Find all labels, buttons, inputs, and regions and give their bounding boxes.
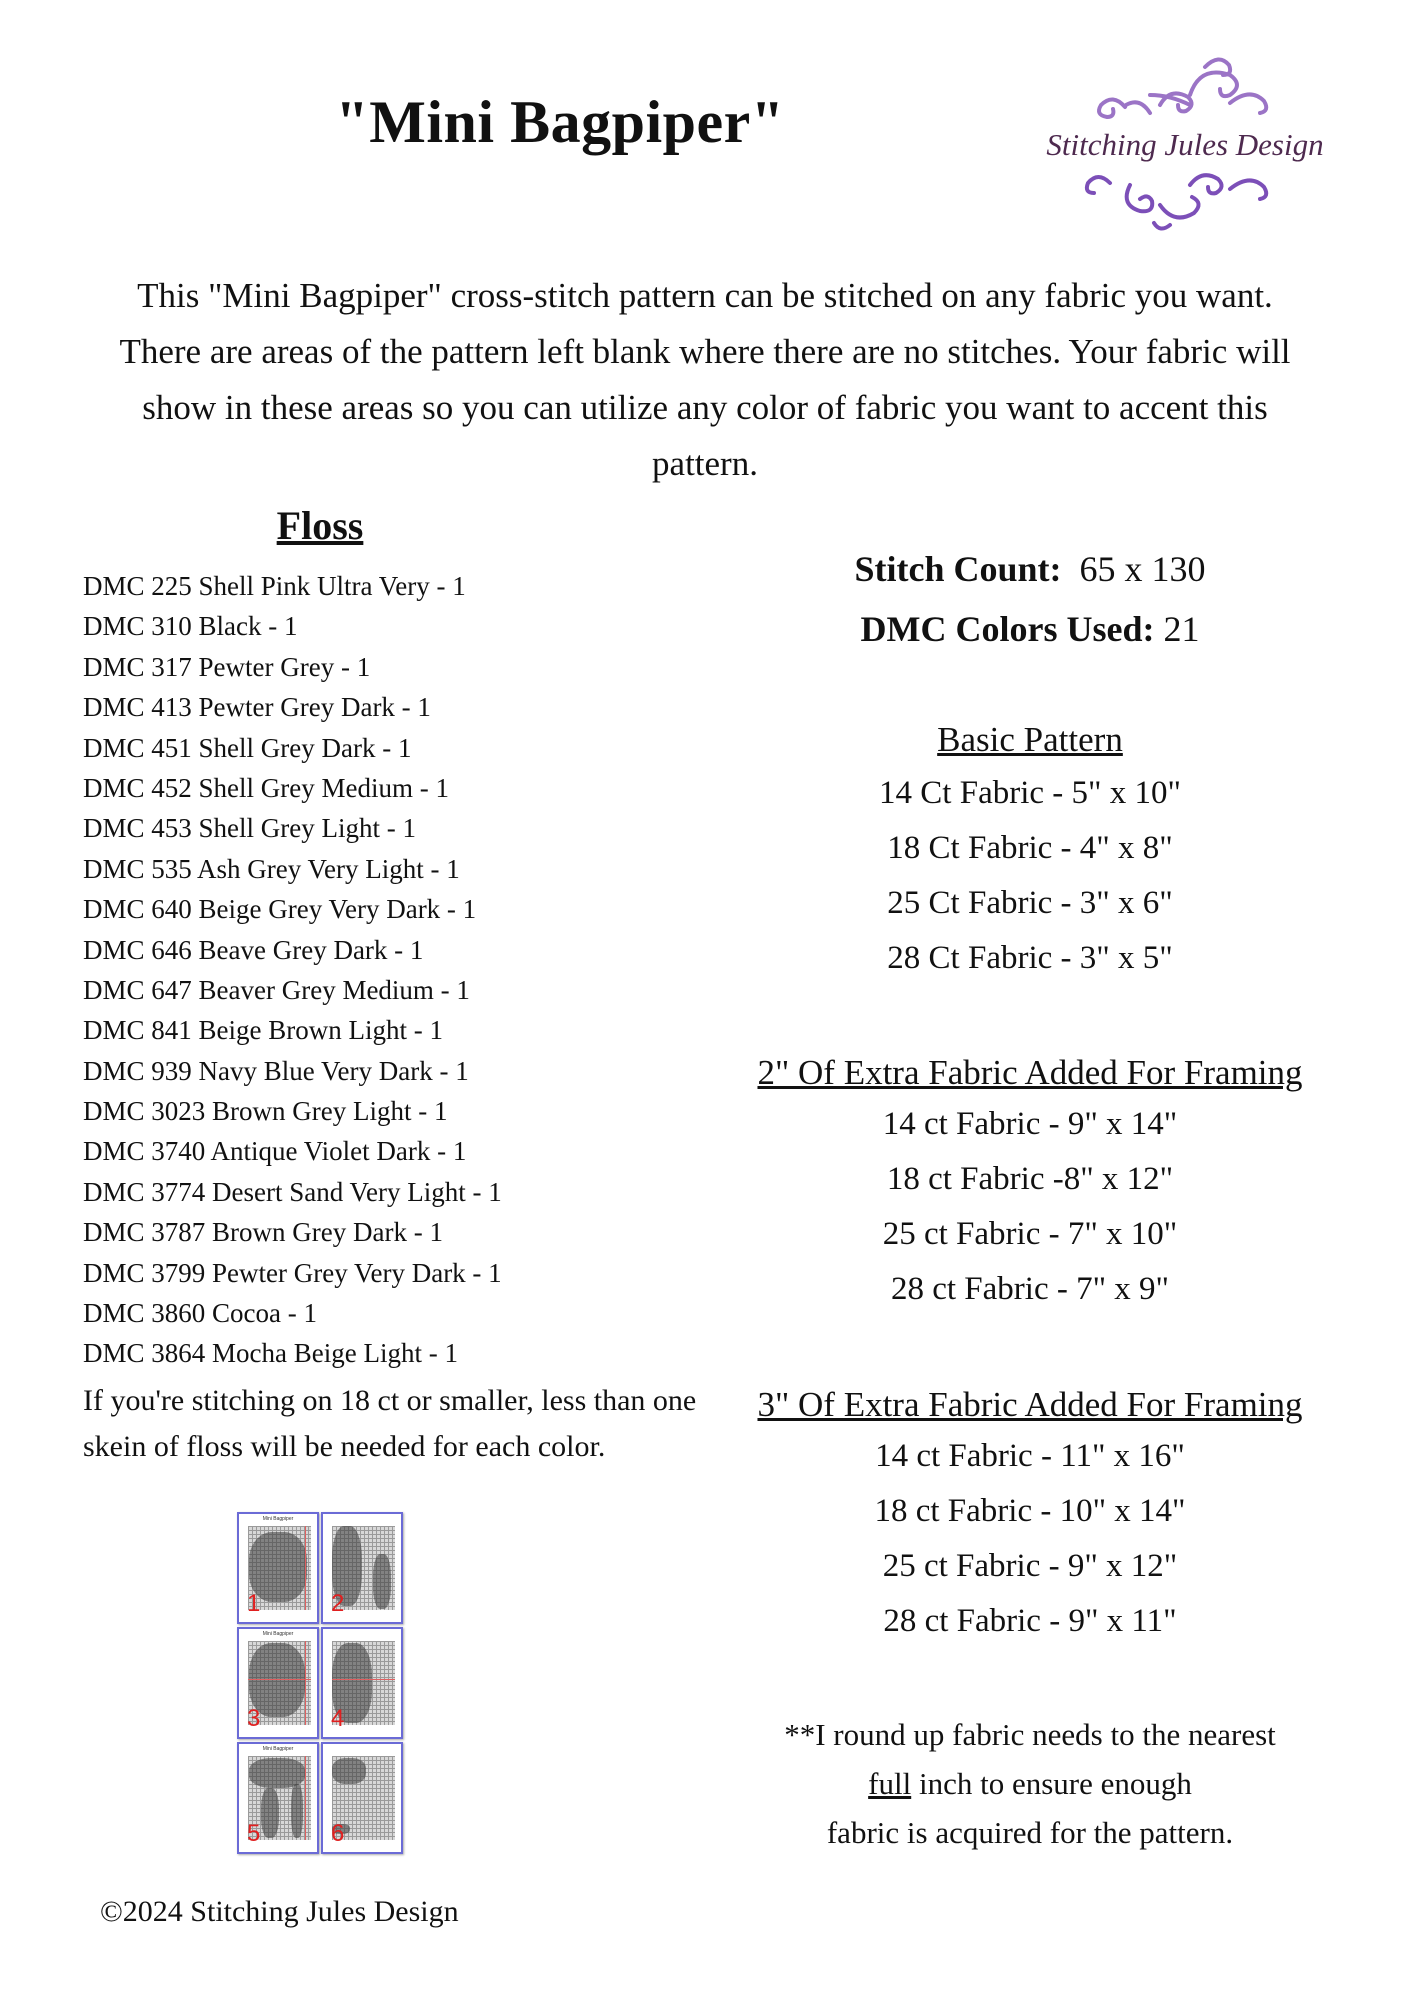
stitch-area (332, 1758, 366, 1784)
pattern-page-thumbnail (237, 1627, 319, 1739)
fabric-size-line: 18 Ct Fabric - 4" x 8" (887, 830, 1173, 866)
basic-pattern-section (700, 720, 1360, 986)
center-line-horizontal (248, 1679, 311, 1680)
pattern-page-thumbnail (237, 1742, 319, 1854)
page-number: 4 (331, 1705, 345, 1732)
fabric-size-line: 14 ct Fabric - 11" x 16" (875, 1438, 1185, 1474)
page-number: 3 (247, 1705, 261, 1732)
thumbnail-title: Mini Bagpiper (262, 1746, 294, 1752)
stitch-area (261, 1788, 279, 1838)
fabric-size-line: 25 ct Fabric - 7" x 10" (882, 1216, 1178, 1252)
extra-3in-section (700, 1385, 1360, 1649)
pattern-page-thumbnail (321, 1742, 403, 1854)
floss-item: DMC 3774 Desert Sand Very Light - 1 (83, 1176, 502, 1207)
floss-item: DMC 3864 Mocha Beige Light - 1 (83, 1338, 458, 1369)
pattern-page-thumbnail (321, 1627, 403, 1739)
center-line-vertical (305, 1641, 306, 1725)
basic-pattern-lines (700, 766, 1360, 986)
stitch-count-label: Stitch Count: (854, 549, 1062, 589)
extra-3in-lines (700, 1429, 1360, 1649)
pattern-page-thumbnail (321, 1512, 403, 1624)
fabric-size-line: 18 ct Fabric -8" x 12" (886, 1161, 1174, 1197)
thumbnail-title: Mini Bagpiper (262, 1516, 294, 1522)
pattern-page-thumbnails (237, 1512, 407, 1857)
floss-heading: Floss (276, 503, 364, 548)
fabric-size-line: 25 Ct Fabric - 3" x 6" (887, 885, 1173, 921)
colors-used-label: DMC Colors Used: (860, 609, 1155, 649)
basic-pattern-heading: Basic Pattern (937, 720, 1123, 759)
colors-used-value: 21 (1163, 609, 1200, 649)
flourish-top-icon (1030, 55, 1340, 125)
extra-2in-section (700, 1053, 1360, 1317)
page-number: 2 (331, 1590, 345, 1617)
floss-note: If you're stitching on 18 ct or smaller, less than one skein of floss will be needed for each color. (83, 1384, 697, 1463)
fabric-size-line: 28 ct Fabric - 7" x 9" (890, 1271, 1170, 1307)
floss-item: DMC 310 Black - 1 (83, 611, 298, 642)
stitch-count-value: 65 x 130 (1079, 549, 1206, 589)
floss-item: DMC 640 Beige Grey Very Dark - 1 (83, 894, 477, 925)
floss-item: DMC 3799 Pewter Grey Very Dark - 1 (83, 1257, 502, 1288)
extra-3in-heading: 3" Of Extra Fabric Added For Framing (757, 1385, 1303, 1424)
center-line-horizontal (332, 1679, 395, 1680)
floss-item: DMC 452 Shell Grey Medium - 1 (83, 772, 449, 803)
floss-item: DMC 3860 Cocoa - 1 (83, 1298, 317, 1329)
fabric-size-line: 18 ct Fabric - 10" x 14" (874, 1493, 1186, 1529)
stitch-count (700, 548, 1360, 590)
logo-text: Stitching Jules Design (1046, 127, 1324, 162)
colors-used (700, 608, 1360, 650)
rounding-line-1: **I round up fabric needs to the nearest (784, 1717, 1276, 1752)
floss-list (83, 566, 723, 1374)
intro-paragraph: This "Mini Bagpiper" cross-stitch pattern can be stitched on any fabric you want. There are areas of the pattern left blank where there are no stitches. Your fabric will show in these areas so you can utilize any color of fabric you want to accent this pattern. (119, 276, 1291, 483)
fabric-size-line: 14 Ct Fabric - 5" x 10" (879, 775, 1181, 811)
rounding-line-2: inch to ensure enough (918, 1766, 1192, 1801)
rounding-note (700, 1710, 1360, 1857)
floss-item: DMC 453 Shell Grey Light - 1 (83, 813, 416, 844)
floss-item: DMC 3740 Antique Violet Dark - 1 (83, 1136, 467, 1167)
floss-item: DMC 317 Pewter Grey - 1 (83, 651, 371, 682)
center-line-vertical (305, 1756, 306, 1840)
stitch-area (373, 1554, 391, 1609)
page-number: 5 (247, 1820, 261, 1847)
copyright: ©2024 Stitching Jules Design (100, 1895, 459, 1928)
floss-item: DMC 646 Beave Grey Dark - 1 (83, 934, 424, 965)
floss-item: DMC 841 Beige Brown Light - 1 (83, 1015, 443, 1046)
flourish-bottom-icon (1030, 165, 1340, 235)
page-title: "Mini Bagpiper" (335, 89, 785, 155)
floss-item: DMC 647 Beaver Grey Medium - 1 (83, 974, 470, 1005)
floss-item: DMC 939 Navy Blue Very Dark - 1 (83, 1055, 469, 1086)
floss-item: DMC 3787 Brown Grey Dark - 1 (83, 1217, 443, 1248)
floss-item: DMC 451 Shell Grey Dark - 1 (83, 732, 412, 763)
floss-item: DMC 3023 Brown Grey Light - 1 (83, 1096, 448, 1127)
extra-2in-heading: 2" Of Extra Fabric Added For Framing (757, 1053, 1303, 1092)
floss-item: DMC 225 Shell Pink Ultra Very - 1 (83, 571, 466, 601)
floss-item: DMC 413 Pewter Grey Dark - 1 (83, 692, 431, 723)
extra-2in-lines (700, 1097, 1360, 1317)
page-number: 6 (331, 1820, 345, 1847)
rounding-line-3: fabric is acquired for the pattern. (826, 1815, 1234, 1850)
thumbnail-title: Mini Bagpiper (262, 1631, 294, 1637)
fabric-size-line: 25 ct Fabric - 9" x 12" (882, 1548, 1178, 1584)
center-line-vertical (305, 1526, 306, 1610)
stitch-area (291, 1784, 303, 1838)
fabric-size-line: 28 ct Fabric - 9" x 11" (883, 1603, 1177, 1639)
page-number: 1 (247, 1590, 261, 1617)
pattern-page-thumbnail (237, 1512, 319, 1624)
rounding-underlined-word: full (868, 1766, 912, 1801)
floss-item: DMC 535 Ash Grey Very Light - 1 (83, 853, 460, 884)
brand-logo (1030, 55, 1340, 235)
fabric-size-line: 28 Ct Fabric - 3" x 5" (887, 940, 1173, 976)
fabric-size-line: 14 ct Fabric - 9" x 14" (882, 1106, 1178, 1142)
